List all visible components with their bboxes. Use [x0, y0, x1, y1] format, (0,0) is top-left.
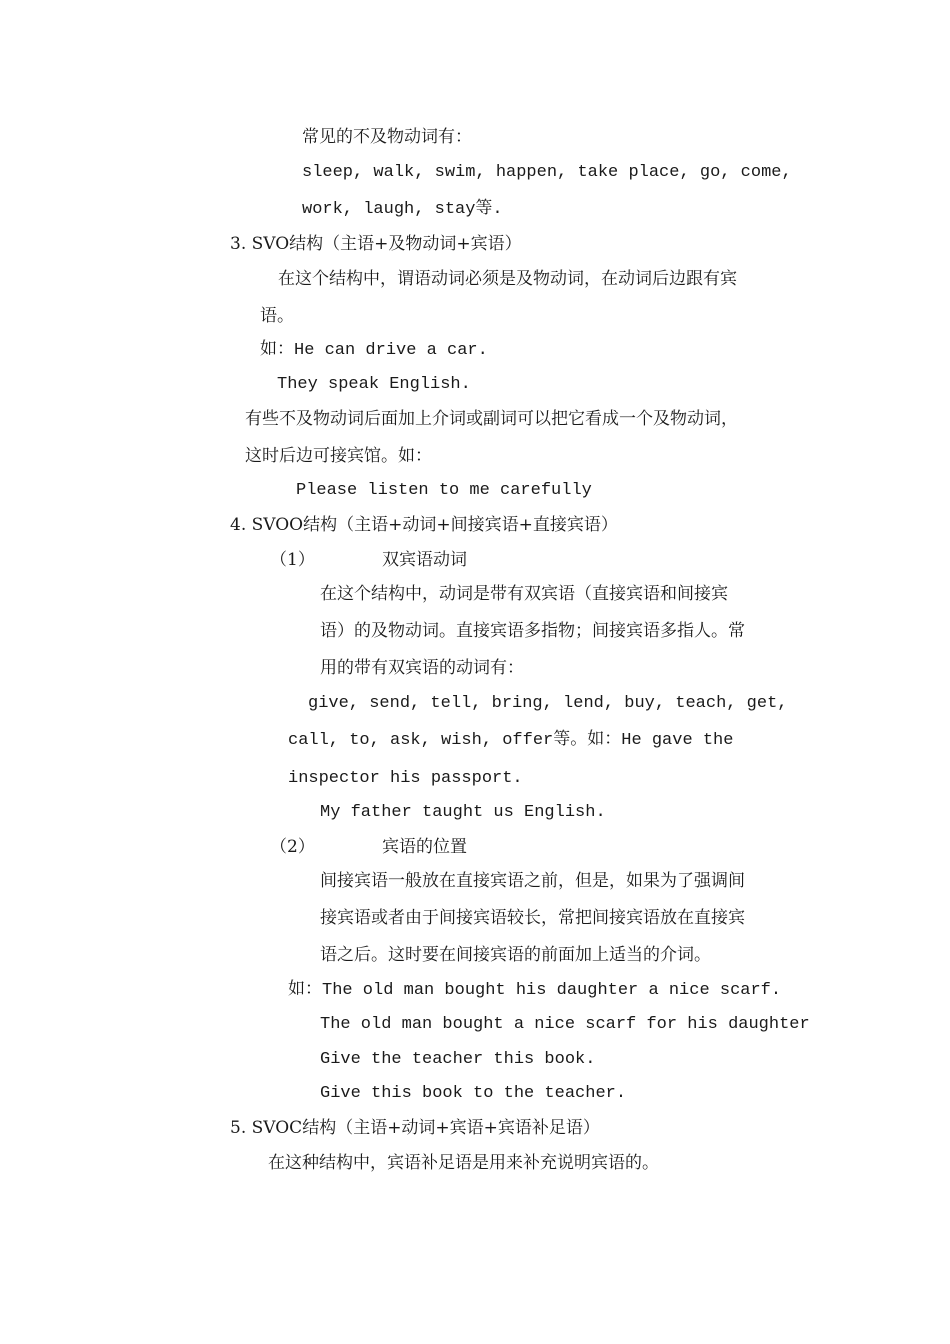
subsection-2-title: 宾语的位置: [382, 837, 467, 857]
ditransitive-example-2: My father taught us English.: [320, 803, 606, 822]
svo-example-1: 如：He can drive a car.: [260, 341, 488, 360]
intransitive-verbs-list-2: work, laugh, stay等.: [302, 200, 503, 219]
phrasal-verb-example: Please listen to me carefully: [296, 481, 592, 500]
intransitive-verbs-list-1: sleep, walk, swim, happen, take place, go, come,: [302, 163, 792, 182]
section-5-heading: 5. SVOC结构（主语+动词+宾语+宾语补足语）: [230, 1118, 600, 1138]
subsection-1-description: 在这个结构中，动词是带有双宾语（直接宾语和间接宾: [320, 584, 728, 604]
ditransitive-example-cont: inspector his passport.: [288, 769, 523, 788]
ditransitive-verbs-list-2: call, to, ask, wish, offer等。如：He gave the: [288, 731, 734, 750]
object-position-example-1: 如：The old man bought his daughter a nice scarf.: [288, 981, 782, 1000]
phrasal-verb-note-cont: 这时后边可接宾馆。如：: [245, 446, 432, 466]
section-3-heading: 3. SVO结构（主语+及物动词+宾语）: [230, 234, 522, 254]
object-position-example-3: Give the teacher this book.: [320, 1050, 596, 1069]
intransitive-verbs-intro: 常见的不及物动词有：: [302, 127, 472, 147]
section-4-heading: 4. SVOO结构（主语+动词+间接宾语+直接宾语）: [230, 515, 618, 535]
section-3-description: 在这个结构中，谓语动词必须是及物动词，在动词后边跟有宾: [278, 269, 737, 289]
subsection-1-title: 双宾语动词: [382, 550, 467, 570]
subsection-2-description-end: 语之后。这时要在间接宾语的前面加上适当的介词。: [320, 945, 711, 965]
svo-example-2: They speak English.: [277, 375, 471, 394]
subsection-2-number: （2）: [270, 837, 315, 857]
ditransitive-verbs-list-1: give, send, tell, bring, lend, buy, teach, get,: [308, 694, 788, 713]
subsection-2-description: 间接宾语一般放在直接宾语之前，但是，如果为了强调间: [320, 871, 745, 891]
object-position-example-4: Give this book to the teacher.: [320, 1084, 627, 1103]
phrasal-verb-note: 有些不及物动词后面加上介词或副词可以把它看成一个及物动词，: [245, 409, 738, 429]
section-3-description-cont: 语。: [260, 306, 294, 326]
subsection-1-description-cont: 语）的及物动词。直接宾语多指物；间接宾语多指人。常: [320, 621, 745, 641]
subsection-2-description-cont: 接宾语或者由于间接宾语较长，常把间接宾语放在直接宾: [320, 908, 745, 928]
section-5-description: 在这种结构中，宾语补足语是用来补充说明宾语的。: [268, 1153, 659, 1173]
subsection-1-description-end: 用的带有双宾语的动词有：: [320, 658, 524, 678]
subsection-1-number: （1）: [270, 550, 315, 570]
object-position-example-2: The old man bought a nice scarf for his daughter: [320, 1015, 810, 1034]
